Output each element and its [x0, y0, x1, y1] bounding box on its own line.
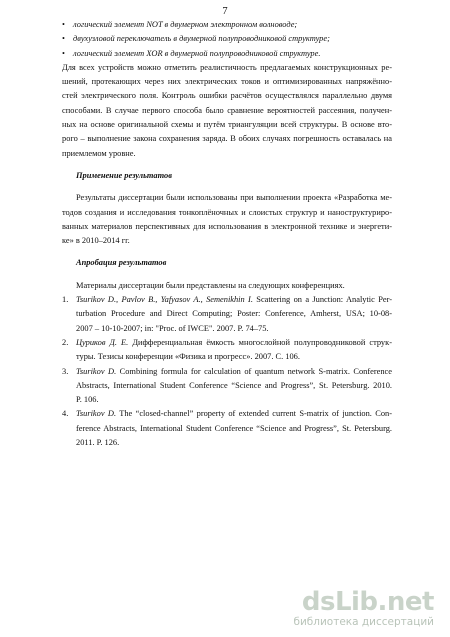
- reference-text: Abstracts, International Student Conference “Science and Progress”, St. Petersburg. 2010.: [76, 380, 392, 390]
- reference-number: 1.: [62, 295, 69, 305]
- paragraph-application: [62, 191, 392, 248]
- reference-number: 4.: [62, 409, 69, 419]
- watermark-caption: библиотека диссертаций: [293, 616, 434, 628]
- paragraph-line: Для всех устройств можно отметить реалистичность предлагаемых конструкционных ре-: [62, 62, 392, 72]
- reference-text: Дифференциальная ёмкость многослойной полупроводниковой струк-: [128, 337, 392, 347]
- reference-item: [62, 365, 392, 408]
- section-heading-approbation: Апробация результатов: [76, 258, 167, 268]
- paragraph-line: приемлемом уровне.: [62, 148, 136, 158]
- paragraph-line: Результаты диссертации были использованы при выполнении проекта «Разработка ме-: [76, 193, 392, 203]
- watermark-logo: dsLib.net: [301, 587, 434, 617]
- reference-item: [62, 293, 392, 336]
- reference-authors: Tsurikov D.: [76, 409, 117, 419]
- reference-item: [62, 407, 392, 450]
- paragraph-line: шений, протекающих через них электрических токов и оптимизированных напряжённо-: [62, 77, 392, 87]
- reference-authors: Tsurikov D., Pavlov B., Yafyasov A., Semenikhin I.: [76, 295, 253, 305]
- bullet-item: • логический элемент NOT в двумерном электронном волноводе;: [62, 18, 392, 32]
- reference-authors: Tsurikov D.: [76, 366, 117, 376]
- bullet-item: • логический элемент XOR в двумерной полупроводниковой структуре.: [62, 47, 392, 61]
- section-heading-application: Применение результатов: [76, 170, 172, 180]
- paragraph-line: ванных материалов перспективных для использования в электронной технике и энергети-: [62, 221, 392, 231]
- reference-item: [62, 336, 392, 365]
- bullet-item: • двухузловой переключатель в двумерной полупроводниковой структуре;: [62, 32, 392, 46]
- reference-text: Scattering on a Junction: Analytic Per-: [252, 295, 392, 305]
- paragraph-line: тодов создания и исследования тонкоплёночных и слоистых структур и наноструктуриро-: [62, 207, 392, 217]
- reference-text: туры. Тезисы конференции «Физика и прогресс». 2007. С. 106.: [76, 352, 300, 362]
- paragraph-validation: [62, 61, 392, 161]
- paragraph-line: ке» в 2010–2014 гг.: [62, 236, 130, 246]
- reference-text: 2007 – 10-10-2007; in: "Proc. of IWCE". 2007. P. 74–75.: [76, 323, 269, 333]
- reference-number: 3.: [62, 366, 69, 376]
- page-number: 7: [222, 6, 228, 17]
- reference-text: ference Abstracts, International Student Conference “Science and Progress”, St. Petersburg.: [76, 423, 392, 433]
- reference-number: 2.: [62, 337, 69, 347]
- reference-text: 2011. P. 126.: [76, 438, 120, 448]
- reference-text: The “closed-channel” property of extended current S-matrix of junction. Con-: [116, 409, 392, 419]
- reference-text: P. 106.: [76, 395, 99, 405]
- paragraph-line: ных на основе оригинальной схемы и путём триангуляции всей структуры. В основе вто-: [62, 120, 392, 130]
- paragraph-line: способами. В случае первого способа было сравнение вероятностей рассеяния, получен-: [62, 105, 392, 115]
- watermark: [284, 588, 434, 629]
- paragraph-line: рого – выполнение закона сохранения заряда. В обоих случаях погрешность оставалась на: [62, 134, 392, 144]
- reference-text: turbation Procedure and Direct Computing; Poster: Conference, Amherst, USA; 10-08-: [76, 309, 392, 319]
- reference-authors: Цуриков Д. Е.: [76, 337, 129, 347]
- paragraph-conferences: Материалы диссертации были представлены на следующих конференциях.: [76, 280, 345, 290]
- paragraph-line: стей электрического поля. Контроль ошибки расчётов осуществлялся параллельно двумя: [62, 91, 392, 101]
- reference-text: Combining formula for calculation of quantum network S-matrix. Conference: [116, 366, 392, 376]
- page-body: [62, 18, 392, 450]
